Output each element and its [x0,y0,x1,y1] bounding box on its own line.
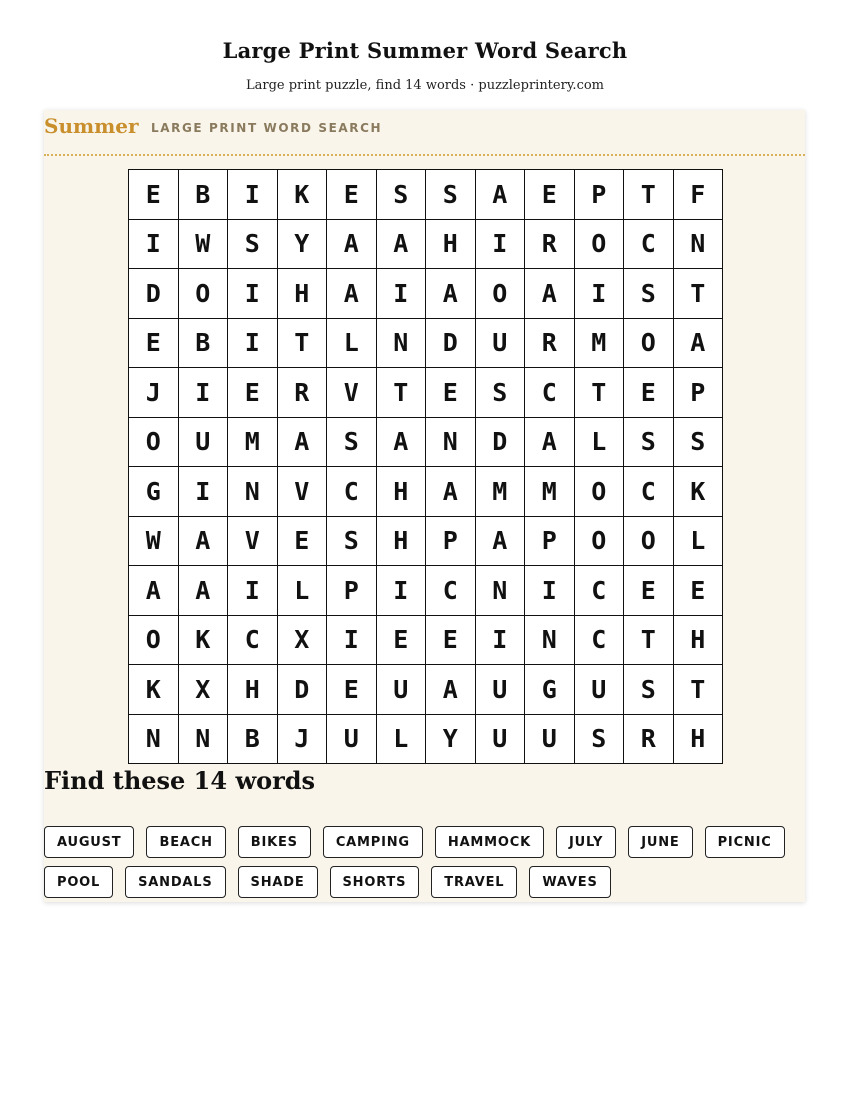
word-chip: JULY [556,826,616,858]
grid-cell[interactable]: D [476,418,526,468]
grid-cell[interactable]: I [179,368,229,418]
letter-grid[interactable] [128,169,723,764]
grid-cell[interactable]: C [426,566,476,616]
grid-cell[interactable]: C [575,616,625,666]
grid-cell[interactable]: I [228,319,278,369]
grid-cell[interactable]: C [624,467,674,517]
grid-cell[interactable]: M [525,467,575,517]
find-heading: Find these 14 words [44,766,316,795]
grid-cell[interactable]: V [327,368,377,418]
grid-cell[interactable]: E [525,170,575,220]
word-chip: TRAVEL [431,866,517,898]
grid-cell[interactable]: O [624,517,674,567]
grid-cell[interactable]: F [674,170,724,220]
grid-cell[interactable]: T [674,269,724,319]
grid-cell[interactable]: A [426,269,476,319]
grid-cell[interactable]: A [377,418,427,468]
grid-cell[interactable]: O [575,517,625,567]
card-header [44,110,805,156]
word-chip: PICNIC [705,826,785,858]
grid-cell[interactable]: S [228,220,278,270]
word-chip: CAMPING [323,826,423,858]
word-chip: HAMMOCK [435,826,544,858]
grid-cell[interactable]: L [327,319,377,369]
grid-cell[interactable]: V [278,467,328,517]
grid-cell[interactable]: I [476,616,526,666]
grid-cell[interactable]: U [327,715,377,765]
page-title: Large Print Summer Word Search [222,38,628,63]
grid-cell[interactable]: S [476,368,526,418]
word-chip: BEACH [146,826,225,858]
grid-cell[interactable]: L [674,517,724,567]
grid-cell[interactable]: C [327,467,377,517]
grid-cell[interactable]: M [228,418,278,468]
grid-cell[interactable]: U [575,665,625,715]
grid-cell[interactable]: O [129,616,179,666]
grid-cell[interactable]: O [179,269,229,319]
grid-cell[interactable]: P [575,170,625,220]
grid-cell[interactable]: P [327,566,377,616]
grid-cell[interactable]: O [624,319,674,369]
grid-cell[interactable]: D [426,319,476,369]
grid-cell[interactable]: R [525,319,575,369]
grid-cell[interactable]: N [228,467,278,517]
grid-cell[interactable]: A [179,517,229,567]
grid-cell[interactable]: I [179,467,229,517]
grid-cell[interactable]: W [179,220,229,270]
puzzle-card [44,110,805,902]
grid-cell[interactable]: E [426,368,476,418]
grid-cell[interactable]: C [575,566,625,616]
grid-cell[interactable]: C [525,368,575,418]
grid-cell[interactable]: D [129,269,179,319]
word-chip: SANDALS [125,866,225,898]
grid-cell[interactable]: A [476,170,526,220]
grid-cell[interactable]: E [674,566,724,616]
grid-cell[interactable]: K [278,170,328,220]
grid-cell[interactable]: A [525,269,575,319]
grid-cell[interactable]: P [674,368,724,418]
grid-cell[interactable]: G [525,665,575,715]
word-chip: SHADE [238,866,318,898]
grid-cell[interactable]: I [377,269,427,319]
grid-cell[interactable]: A [674,319,724,369]
grid-cell[interactable]: E [426,616,476,666]
word-chip: BIKES [238,826,311,858]
grid-cell[interactable]: E [327,170,377,220]
grid-cell[interactable]: J [129,368,179,418]
grid-cell[interactable]: W [129,517,179,567]
grid-cell[interactable]: M [575,319,625,369]
grid-cell[interactable]: A [426,665,476,715]
grid-cell[interactable]: A [327,269,377,319]
grid-cell[interactable]: U [476,665,526,715]
grid-cell[interactable]: I [228,170,278,220]
grid-cell[interactable]: I [377,566,427,616]
grid-cell[interactable]: A [327,220,377,270]
grid-cell[interactable]: E [624,566,674,616]
grid-cell[interactable]: A [377,220,427,270]
grid-cell[interactable]: S [624,665,674,715]
grid-cell[interactable]: N [377,319,427,369]
word-chip: AUGUST [44,826,134,858]
grid-cell[interactable]: D [278,665,328,715]
grid-cell[interactable]: H [377,467,427,517]
grid-cell[interactable]: R [624,715,674,765]
word-chip: SHORTS [330,866,420,898]
grid-cell[interactable]: P [426,517,476,567]
grid-cell[interactable]: J [278,715,328,765]
grid-cell[interactable]: B [228,715,278,765]
word-chip: POOL [44,866,113,898]
grid-cell[interactable]: H [426,220,476,270]
grid-cell[interactable]: U [525,715,575,765]
grid-cell[interactable]: L [377,715,427,765]
grid-cell[interactable]: A [525,418,575,468]
grid-cell[interactable]: B [179,319,229,369]
brand-title: Summer [44,114,139,138]
grid-cell[interactable]: K [674,467,724,517]
grid-cell[interactable]: I [476,220,526,270]
grid-cell[interactable]: E [278,517,328,567]
grid-cell[interactable]: N [674,220,724,270]
grid-cell[interactable]: H [278,269,328,319]
grid-cell[interactable]: S [377,170,427,220]
grid-cell[interactable]: B [179,170,229,220]
grid-cell[interactable]: N [179,715,229,765]
grid-cell[interactable]: A [179,566,229,616]
grid-cell[interactable]: A [129,566,179,616]
grid-cell[interactable]: T [278,319,328,369]
grid-cell[interactable]: N [426,418,476,468]
grid-cell[interactable]: E [377,616,427,666]
grid-cell[interactable]: T [624,170,674,220]
grid-cell[interactable]: L [278,566,328,616]
grid-cell[interactable]: A [476,517,526,567]
grid-cell[interactable]: T [377,368,427,418]
grid-cell[interactable]: U [179,418,229,468]
grid-cell[interactable]: H [377,517,427,567]
grid-cell[interactable]: V [228,517,278,567]
grid-cell[interactable]: P [525,517,575,567]
word-list [44,826,805,898]
grid-cell[interactable]: E [624,368,674,418]
word-chip: WAVES [529,866,610,898]
grid-cell[interactable]: T [624,616,674,666]
grid-cell[interactable]: S [327,517,377,567]
grid-cell[interactable]: X [179,665,229,715]
grid-cell[interactable]: G [129,467,179,517]
grid-cell[interactable]: O [129,418,179,468]
grid-cell[interactable]: T [674,665,724,715]
grid-cell[interactable]: U [476,715,526,765]
grid-cell[interactable]: S [624,418,674,468]
grid-cell[interactable]: K [129,665,179,715]
grid-cell[interactable]: Y [426,715,476,765]
grid-cell[interactable]: H [674,616,724,666]
grid-cell[interactable]: U [377,665,427,715]
grid-cell[interactable]: I [129,220,179,270]
grid-cell[interactable]: I [525,566,575,616]
grid-cell[interactable]: S [426,170,476,220]
grid-cell[interactable]: X [278,616,328,666]
grid-cell[interactable]: E [327,665,377,715]
grid-cell[interactable]: E [228,368,278,418]
grid-cell[interactable]: H [674,715,724,765]
grid-cell[interactable]: C [624,220,674,270]
grid-cell[interactable]: O [575,220,625,270]
grid-cell[interactable]: U [476,319,526,369]
grid-cell[interactable]: N [476,566,526,616]
grid-cell[interactable]: K [179,616,229,666]
word-chip: JUNE [628,826,692,858]
page-subtitle: Large print puzzle, find 14 words · puzzleprintery.com [245,78,605,93]
grid-cell[interactable]: N [525,616,575,666]
grid-cell[interactable]: R [525,220,575,270]
grid-cell[interactable]: T [575,368,625,418]
grid-cell[interactable]: O [575,467,625,517]
grid-cell[interactable]: C [228,616,278,666]
grid-cell[interactable]: M [476,467,526,517]
grid-cell[interactable]: S [327,418,377,468]
grid-cell[interactable]: I [327,616,377,666]
grid-cell[interactable]: R [278,368,328,418]
grid-cell[interactable]: S [575,715,625,765]
grid-cell[interactable]: S [624,269,674,319]
grid-cell[interactable]: I [228,269,278,319]
grid-cell[interactable]: I [575,269,625,319]
grid-cell[interactable]: N [129,715,179,765]
grid-cell[interactable]: H [228,665,278,715]
grid-cell[interactable]: E [129,170,179,220]
grid-cell[interactable]: Y [278,220,328,270]
grid-cell[interactable]: S [674,418,724,468]
grid-cell[interactable]: O [476,269,526,319]
grid-cell[interactable]: A [426,467,476,517]
grid-cell[interactable]: E [129,319,179,369]
grid-cell[interactable]: A [278,418,328,468]
grid-cell[interactable]: I [228,566,278,616]
grid-cell[interactable]: L [575,418,625,468]
tagline: LARGE PRINT WORD SEARCH [151,121,383,135]
